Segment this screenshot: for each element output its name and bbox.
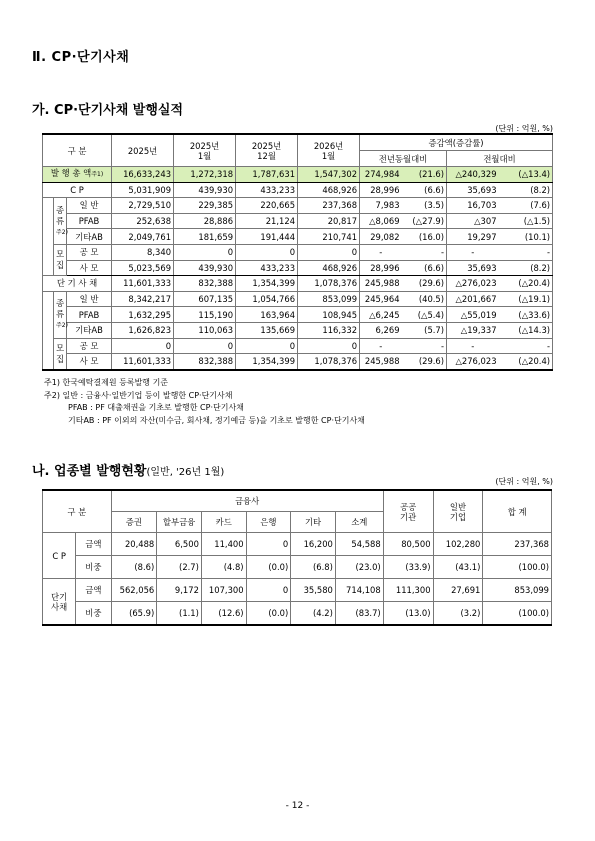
cell: 163,964 xyxy=(236,307,298,323)
cell: 439,930 xyxy=(174,260,236,276)
cell: 0 xyxy=(174,338,236,354)
header-gubun: 구 분 xyxy=(43,490,112,533)
cell: 110,063 xyxy=(174,322,236,338)
row-label: 공 모 xyxy=(67,244,112,260)
unit-label-a: (단위 : 억원, %) xyxy=(495,124,553,133)
cell: 0 xyxy=(236,244,298,260)
cell: (40.5) xyxy=(402,291,447,307)
cell: (83.7) xyxy=(335,602,383,626)
cell: 102,280 xyxy=(433,533,483,556)
row-label: PFAB xyxy=(67,307,112,323)
cell: (6.6) xyxy=(402,182,447,198)
cell: (8.6) xyxy=(111,556,157,579)
row-label: 일 반 xyxy=(67,198,112,214)
cell: 245,988 xyxy=(360,354,402,370)
header-public: 공공 기관 xyxy=(383,490,433,533)
row-label: 기타AB xyxy=(67,322,112,338)
table-row xyxy=(43,260,553,276)
cell: 1,078,376 xyxy=(298,354,360,370)
cell: 115,190 xyxy=(174,307,236,323)
cell: 237,368 xyxy=(298,198,360,214)
cell: (29.6) xyxy=(402,276,447,292)
cell: 54,588 xyxy=(335,533,383,556)
cell: (12.6) xyxy=(201,602,246,626)
cell: (13.0) xyxy=(383,602,433,626)
cell: - xyxy=(402,244,447,260)
cell: 0 xyxy=(298,338,360,354)
cell: 28,886 xyxy=(174,213,236,229)
cell: 35,693 xyxy=(447,260,499,276)
cell: 108,945 xyxy=(298,307,360,323)
cell: 210,741 xyxy=(298,229,360,245)
header-2026-01: 2026년 1월 xyxy=(298,134,360,167)
subsection-a-title: 가. CP·단기사채 발행실적 xyxy=(32,103,184,118)
cell: - xyxy=(447,338,499,354)
cell: 853,099 xyxy=(298,291,360,307)
cell: 832,388 xyxy=(174,276,236,292)
footnote: 기타AB : PF 이외의 자산(미수금, 회사채, 정기예금 등)을 기초로 발행한 CP·단기사채 xyxy=(68,415,365,425)
cell: 135,669 xyxy=(236,322,298,338)
cell: 0 xyxy=(246,579,291,602)
table-row xyxy=(43,307,553,323)
row-label: PFAB xyxy=(67,213,112,229)
row-group-kind: 종 류 주2) xyxy=(54,291,67,338)
cell: 0 xyxy=(174,244,236,260)
header-col: 기타 xyxy=(291,512,336,533)
footnote: 주1) 한국예탁결제원 등록발행 기준 xyxy=(44,378,169,387)
cell: 9,172 xyxy=(157,579,202,602)
header-2025-12: 2025년 12월 xyxy=(236,134,298,167)
footnote: PFAB : PF 대출채권을 기초로 발행한 CP·단기사채 xyxy=(68,403,244,412)
row-label: 사 모 xyxy=(67,260,112,276)
cell: 11,601,333 xyxy=(112,354,174,370)
row-label-total: 발 행 총 액주1) xyxy=(43,167,112,183)
row-label-cp: C P xyxy=(43,182,112,198)
row-sublabel: 금액 xyxy=(76,579,111,602)
cell: (△19.1) xyxy=(499,291,553,307)
cell: (△20.4) xyxy=(499,354,553,370)
cell: 252,638 xyxy=(112,213,174,229)
cell: (0.0) xyxy=(246,602,291,626)
cell: 1,354,399 xyxy=(236,354,298,370)
header-change: 증감액(증감률) xyxy=(360,134,553,151)
cell: △201,667 xyxy=(447,291,499,307)
table-row xyxy=(43,338,553,354)
table-row-stb xyxy=(43,276,553,292)
cell: (100.0) xyxy=(483,602,552,626)
cell: 832,388 xyxy=(174,354,236,370)
cell: 229,385 xyxy=(174,198,236,214)
cell: 6,500 xyxy=(157,533,202,556)
header-financial: 금융사 xyxy=(111,490,383,512)
cell: △307 xyxy=(447,213,499,229)
cell: 5,031,909 xyxy=(112,182,174,198)
table-row xyxy=(43,533,552,556)
cell: 433,233 xyxy=(236,260,298,276)
cell: 107,300 xyxy=(201,579,246,602)
cell: (△13.4) xyxy=(499,167,553,183)
header-col: 소계 xyxy=(335,512,383,533)
header-col: 카드 xyxy=(201,512,246,533)
issuance-table xyxy=(42,133,553,371)
cell: - xyxy=(360,244,402,260)
cell: 8,340 xyxy=(112,244,174,260)
cell: (0.0) xyxy=(246,556,291,579)
cell: (8.2) xyxy=(499,182,553,198)
table-row xyxy=(43,602,552,626)
cell: (23.0) xyxy=(335,556,383,579)
table-row xyxy=(43,556,552,579)
cell: 468,926 xyxy=(298,182,360,198)
cell: 11,400 xyxy=(201,533,246,556)
cell: 1,354,399 xyxy=(236,276,298,292)
header-total: 합 계 xyxy=(483,490,552,533)
header-mom: 전월대비 xyxy=(447,151,553,167)
cell: (2.7) xyxy=(157,556,202,579)
cell: 35,580 xyxy=(291,579,336,602)
cell: 714,108 xyxy=(335,579,383,602)
cell: (△5.4) xyxy=(402,307,447,323)
table-row xyxy=(43,579,552,602)
cell: (100.0) xyxy=(483,556,552,579)
header-col: 은행 xyxy=(246,512,291,533)
cell: - xyxy=(499,244,553,260)
cell: 0 xyxy=(246,533,291,556)
cell: (8.2) xyxy=(499,260,553,276)
cell: 220,665 xyxy=(236,198,298,214)
row-label-stb: 단기 사채 xyxy=(43,579,76,626)
cell: 5,023,569 xyxy=(112,260,174,276)
header-general: 일반 기업 xyxy=(433,490,483,533)
cell: 16,703 xyxy=(447,198,499,214)
cell: 2,049,761 xyxy=(112,229,174,245)
cell: (10.1) xyxy=(499,229,553,245)
cell: (7.6) xyxy=(499,198,553,214)
blank-cell xyxy=(43,198,54,276)
cell: 562,056 xyxy=(111,579,157,602)
cell: 1,547,302 xyxy=(298,167,360,183)
row-label: 공 모 xyxy=(67,338,112,354)
cell: 237,368 xyxy=(483,533,552,556)
cell: 274,984 xyxy=(360,167,402,183)
cell: (△20.4) xyxy=(499,276,553,292)
table-row xyxy=(43,229,553,245)
cell: 853,099 xyxy=(483,579,552,602)
table-row xyxy=(43,354,553,370)
footnote: 주2) 일반 : 금융사·일반기업 등이 발행한 CP·단기사채 xyxy=(44,390,233,400)
cell: 1,078,376 xyxy=(298,276,360,292)
subsection-b-title: 나. 업종별 발행현황(일반, '26년 1월) xyxy=(32,464,225,479)
cell: 116,332 xyxy=(298,322,360,338)
cell: (△27.9) xyxy=(402,213,447,229)
cell: 7,983 xyxy=(360,198,402,214)
header-2025: 2025년 xyxy=(112,134,174,167)
cell: 2,729,510 xyxy=(112,198,174,214)
cell: (6.8) xyxy=(291,556,336,579)
cell: (△33.6) xyxy=(499,307,553,323)
table-row xyxy=(43,322,553,338)
row-label-stb: 단 기 사 채 xyxy=(43,276,112,292)
cell: (43.1) xyxy=(433,556,483,579)
cell: 181,659 xyxy=(174,229,236,245)
cell: 19,297 xyxy=(447,229,499,245)
cell: △19,337 xyxy=(447,322,499,338)
cell: (4.2) xyxy=(291,602,336,626)
cell: - xyxy=(402,338,447,354)
cell: 28,996 xyxy=(360,182,402,198)
cell: 6,269 xyxy=(360,322,402,338)
cell: 11,601,333 xyxy=(112,276,174,292)
cell: 245,988 xyxy=(360,276,402,292)
table-row xyxy=(43,213,553,229)
cell: 0 xyxy=(112,338,174,354)
cell: (16.0) xyxy=(402,229,447,245)
cell: 28,996 xyxy=(360,260,402,276)
row-label: 사 모 xyxy=(67,354,112,370)
table-row-total xyxy=(43,167,553,183)
table-row xyxy=(43,198,553,214)
row-sublabel: 비중 xyxy=(76,556,111,579)
cell: 111,300 xyxy=(383,579,433,602)
row-label: 기타AB xyxy=(67,229,112,245)
cell: (5.7) xyxy=(402,322,447,338)
cell: △240,329 xyxy=(447,167,499,183)
blank-cell xyxy=(43,291,54,369)
cell: 20,488 xyxy=(111,533,157,556)
cell: 1,272,318 xyxy=(174,167,236,183)
row-label: 일 반 xyxy=(67,291,112,307)
cell: 439,930 xyxy=(174,182,236,198)
cell: (△14.3) xyxy=(499,322,553,338)
table-row xyxy=(43,244,553,260)
cell: - xyxy=(447,244,499,260)
footnotes xyxy=(44,377,365,427)
cell: 21,124 xyxy=(236,213,298,229)
cell: 245,964 xyxy=(360,291,402,307)
cell: (1.1) xyxy=(157,602,202,626)
cell: △276,023 xyxy=(447,276,499,292)
cell: 1,054,766 xyxy=(236,291,298,307)
cell: 20,817 xyxy=(298,213,360,229)
cell: 0 xyxy=(236,338,298,354)
cell: (3.5) xyxy=(402,198,447,214)
row-group-kind: 종 류 주2) xyxy=(54,198,67,245)
cell: (6.6) xyxy=(402,260,447,276)
cell: 8,342,217 xyxy=(112,291,174,307)
row-sublabel: 비중 xyxy=(76,602,111,626)
cell: 468,926 xyxy=(298,260,360,276)
table-row xyxy=(43,291,553,307)
cell: (△1.5) xyxy=(499,213,553,229)
row-group-method: 모 집 xyxy=(54,338,67,370)
section-title: Ⅱ. CP·단기사채 xyxy=(32,50,130,65)
cell: △55,019 xyxy=(447,307,499,323)
cell: 27,691 xyxy=(433,579,483,602)
unit-label-b: (단위 : 억원, %) xyxy=(495,477,553,486)
cell: 35,693 xyxy=(447,182,499,198)
cell: 16,633,243 xyxy=(112,167,174,183)
cell: 0 xyxy=(298,244,360,260)
header-col: 할부금융 xyxy=(157,512,202,533)
cell: △6,245 xyxy=(360,307,402,323)
industry-table xyxy=(42,489,552,626)
cell: 191,444 xyxy=(236,229,298,245)
cell: 607,135 xyxy=(174,291,236,307)
cell: 80,500 xyxy=(383,533,433,556)
cell: - xyxy=(499,338,553,354)
header-col: 증권 xyxy=(111,512,157,533)
header-gubun: 구 분 xyxy=(43,134,112,167)
page-number: - 12 - xyxy=(285,801,310,811)
cell: (21.6) xyxy=(402,167,447,183)
cell: △276,023 xyxy=(447,354,499,370)
cell: 1,632,295 xyxy=(112,307,174,323)
cell: 16,200 xyxy=(291,533,336,556)
cell: (29.6) xyxy=(402,354,447,370)
row-label-cp: C P xyxy=(43,533,76,579)
header-2025-01: 2025년 1월 xyxy=(174,134,236,167)
cell: 1,787,631 xyxy=(236,167,298,183)
row-group-method: 모 집 xyxy=(54,244,67,275)
header-yoy: 전년동월대비 xyxy=(360,151,447,167)
cell: (33.9) xyxy=(383,556,433,579)
cell: - xyxy=(360,338,402,354)
cell: (3.2) xyxy=(433,602,483,626)
table-row-cp xyxy=(43,182,553,198)
row-sublabel: 금액 xyxy=(76,533,111,556)
cell: (4.8) xyxy=(201,556,246,579)
cell: 29,082 xyxy=(360,229,402,245)
cell: 433,233 xyxy=(236,182,298,198)
cell: 1,626,823 xyxy=(112,322,174,338)
cell: △8,069 xyxy=(360,213,402,229)
cell: (65.9) xyxy=(111,602,157,626)
